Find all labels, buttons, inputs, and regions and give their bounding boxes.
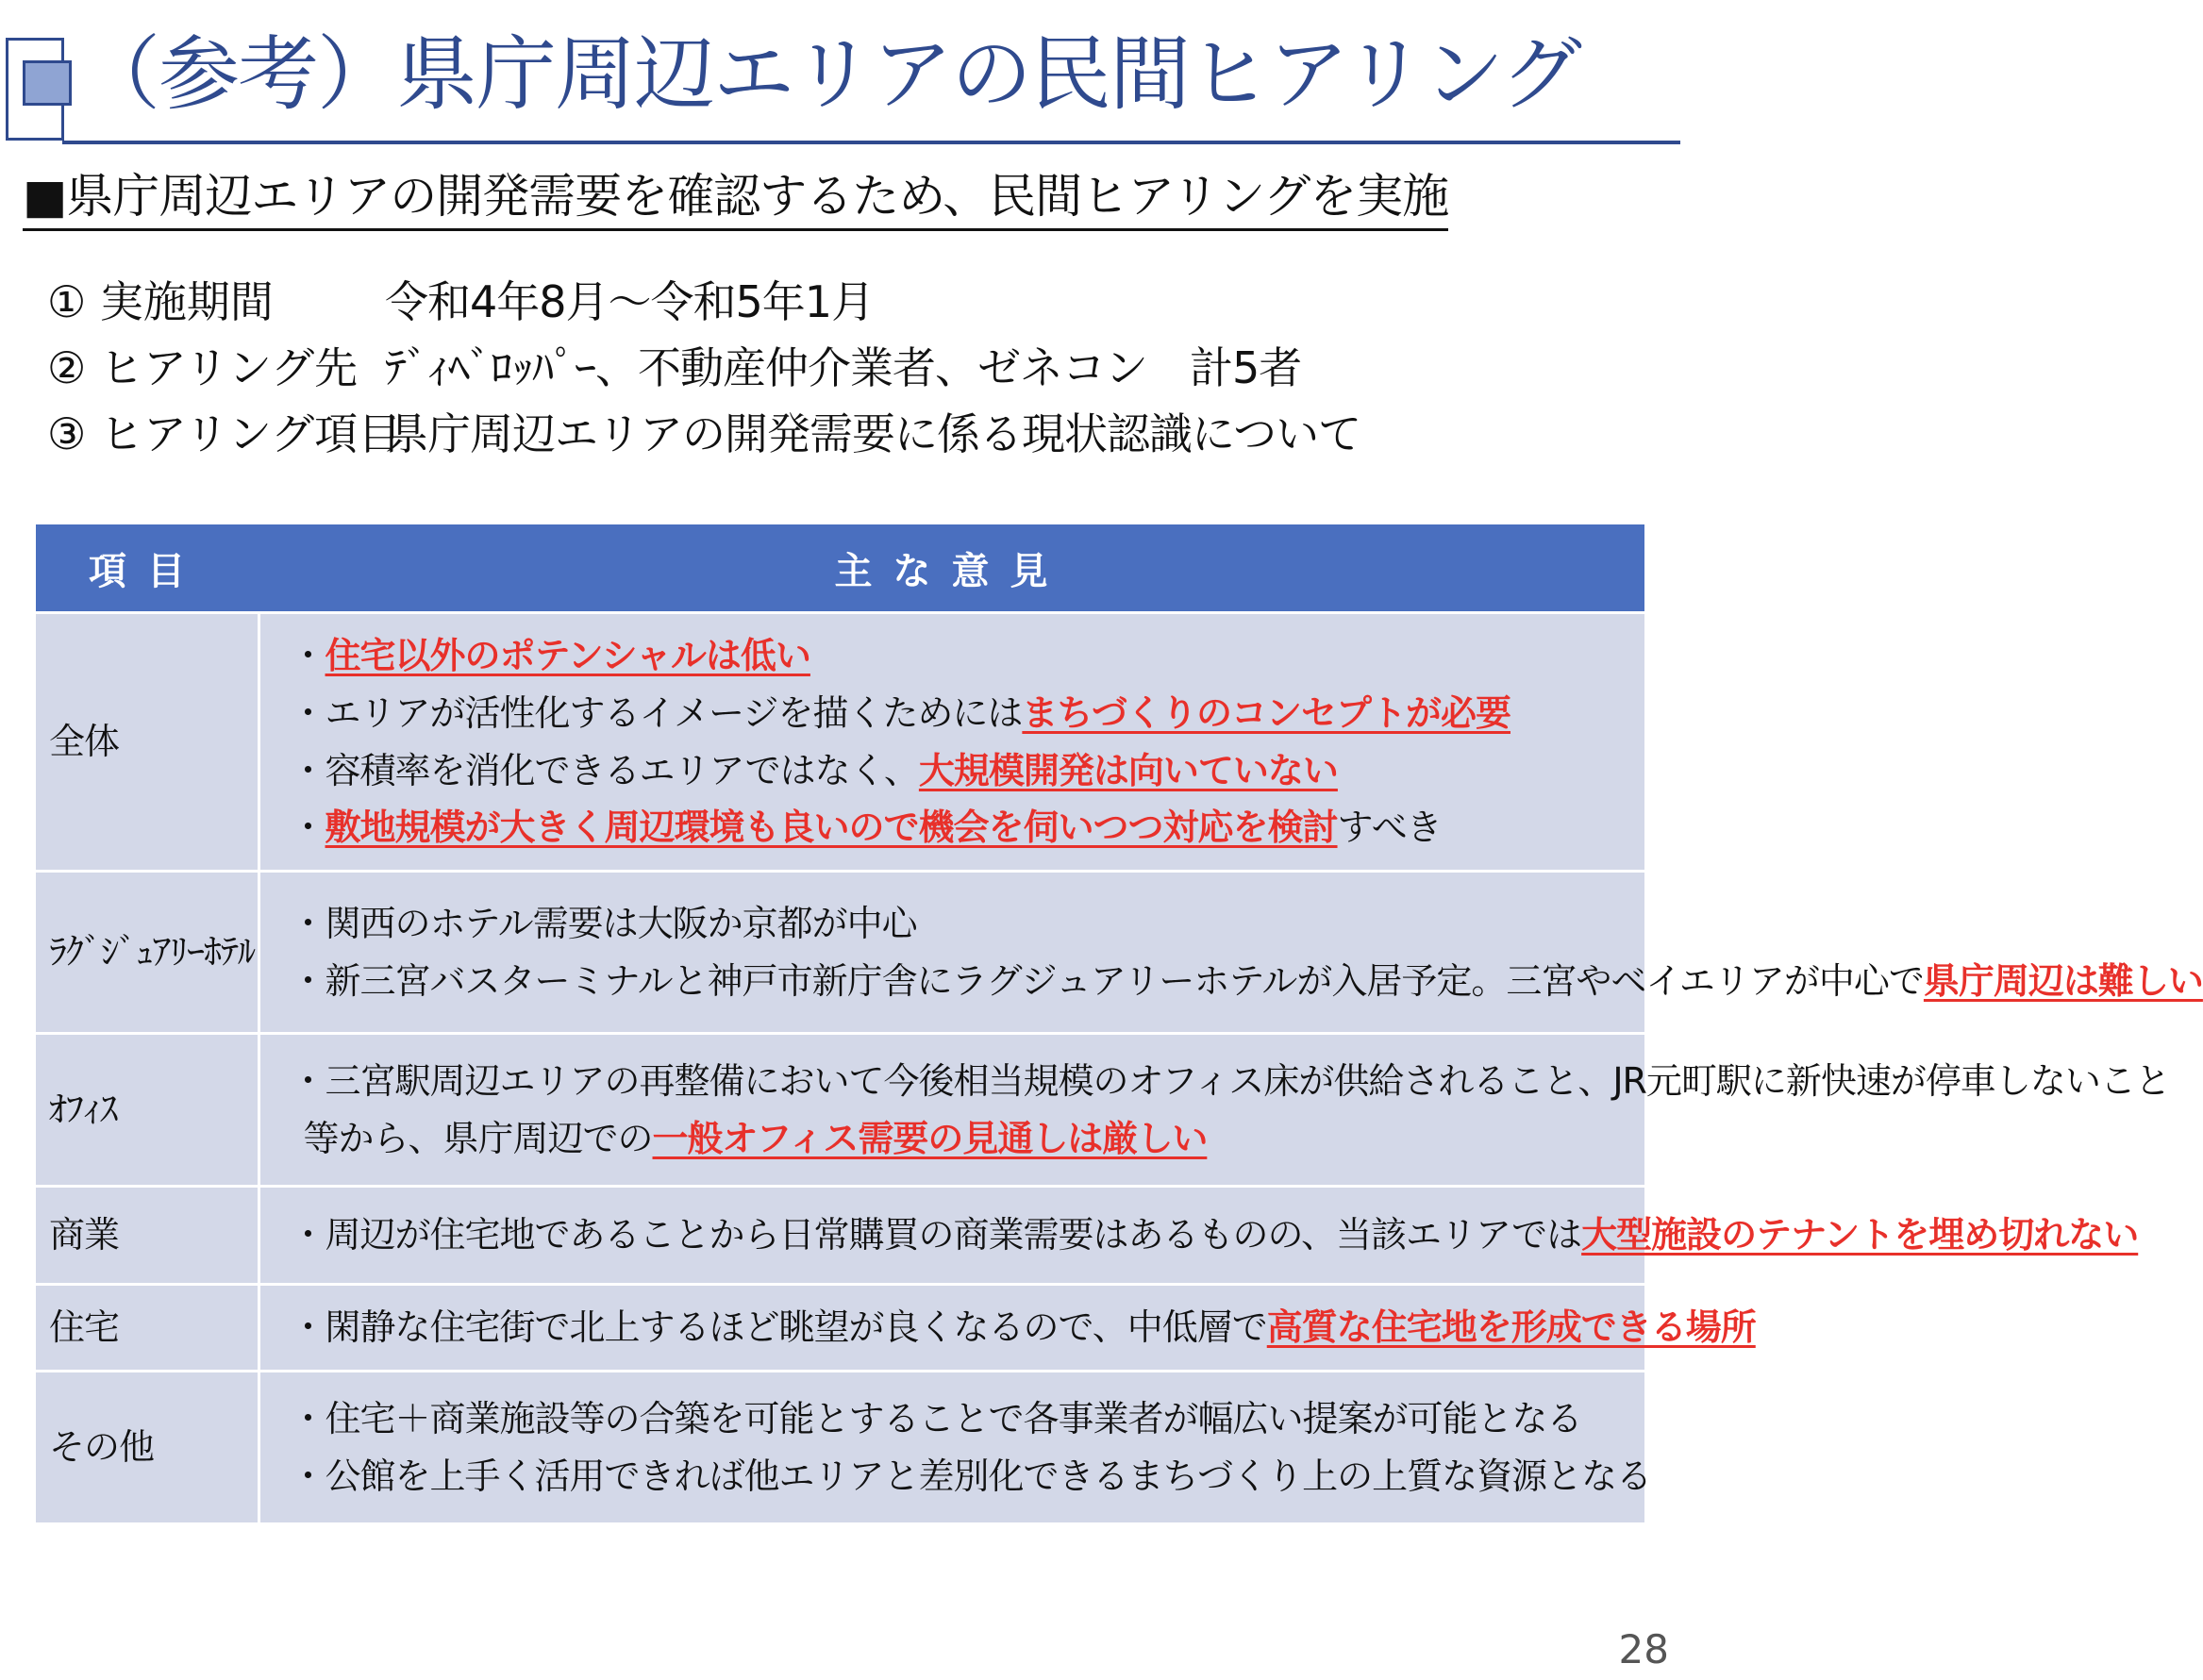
table-body bbox=[36, 613, 2203, 1524]
info-label: ② ヒアリング先 bbox=[47, 342, 359, 393]
opinion-line bbox=[291, 1390, 1632, 1448]
opinion-highlight: 一般オフィス需要の見通しは厳しい bbox=[652, 1117, 1208, 1159]
opinion-text: ・関西のホテル需要は大阪か京都が中心 bbox=[290, 902, 917, 944]
row-item: その他 bbox=[36, 1372, 259, 1524]
page-number: 28 bbox=[1618, 1626, 1669, 1672]
opinion-line bbox=[291, 627, 1632, 685]
row-opinions bbox=[259, 1034, 2170, 1187]
header-item: 項目 bbox=[36, 524, 259, 613]
row-item: 商業 bbox=[36, 1187, 259, 1285]
opinion-text: ・新三宮バスターミナルと神戸市新庁舎にラグジュアリーホテルが入居予定。三宮やベイエリアが中心で bbox=[290, 959, 1924, 1002]
opinion-text: ・容積率を消化できるエリアではなく、 bbox=[290, 749, 919, 791]
table-row bbox=[36, 1285, 1644, 1372]
opinion-text: ・三宮駅周辺エリアの再整備において今後相当規模のオフィス床が供給されること、JR元町駅に新快速が停車しないこと bbox=[290, 1059, 2170, 1102]
info-value: 県庁周辺エリアの開発需要に係る現状認識について bbox=[385, 408, 1361, 459]
info-list bbox=[47, 266, 1360, 464]
row-opinions bbox=[259, 872, 2203, 1034]
opinion-text: ・公館を上手く活用できれば他エリアと差別化できるまちづくり上の上質な資源となる bbox=[290, 1455, 1652, 1497]
opinion-text: ・ bbox=[290, 807, 325, 849]
opinion-text: ・閑静な住宅街で北上するほど眺望が良くなるので、中低層で bbox=[290, 1306, 1267, 1349]
info-label: ① 実施期間 bbox=[47, 276, 274, 327]
info-label: ③ ヒアリング項目 bbox=[47, 408, 402, 459]
opinion-highlight: 大型施設のテナントを埋め切れない bbox=[1581, 1214, 2139, 1256]
opinions-table bbox=[36, 524, 2203, 1525]
header-opinions: 主な意見 bbox=[259, 524, 1644, 613]
table-row bbox=[36, 1187, 1644, 1285]
opinion-line bbox=[290, 1299, 1756, 1356]
opinion-highlight: 高質な住宅地を形成できる場所 bbox=[1266, 1306, 1756, 1349]
row-item: ｵﾌｨｽ bbox=[36, 1034, 259, 1187]
row-opinions bbox=[259, 613, 1644, 872]
summary-heading: ■県庁周辺エリアの開発需要を確認するため、民間ヒアリングを実施 bbox=[23, 168, 1448, 231]
opinion-line bbox=[291, 895, 1632, 953]
info-row-targets bbox=[47, 332, 1360, 398]
table-row bbox=[36, 613, 1644, 872]
row-item: 住宅 bbox=[36, 1285, 259, 1372]
table-row bbox=[36, 1372, 1644, 1524]
table-header-row bbox=[36, 524, 1644, 613]
opinion-text: ・エリアが活性化するイメージを描くためには bbox=[290, 691, 1023, 734]
opinion-highlight: 県庁周辺は難しい bbox=[1923, 959, 2203, 1002]
opinion-line bbox=[291, 685, 1632, 742]
table-row bbox=[36, 1034, 1644, 1187]
row-item: ﾗｸﾞｼﾞｭｱﾘｰﾎﾃﾙ bbox=[36, 872, 259, 1034]
opinion-text: ・周辺が住宅地であることから日常購買の商業需要はあるものの、当該エリアでは bbox=[290, 1214, 1582, 1256]
opinion-text: 等から、県庁周辺での bbox=[303, 1117, 653, 1159]
opinion-text: すべき bbox=[1337, 807, 1442, 849]
opinion-line bbox=[290, 953, 2203, 1010]
opinion-highlight: まちづくりのコンセプトが必要 bbox=[1022, 691, 1510, 734]
opinion-text: ・住宅＋商業施設等の合築を可能とすることで各事業者が幅広い提案が可能となる bbox=[290, 1397, 1582, 1439]
opinion-highlight: 住宅以外のポテンシャルは低い bbox=[325, 634, 810, 676]
opinion-line bbox=[290, 1053, 2170, 1110]
opinion-highlight: 大規模開発は向いていない bbox=[918, 749, 1338, 791]
title-divider bbox=[62, 141, 1680, 144]
opinion-line bbox=[290, 1206, 2139, 1264]
row-opinions bbox=[259, 1187, 2139, 1285]
info-value: 令和4年8月～令和5年1月 bbox=[385, 276, 875, 327]
row-item: 全体 bbox=[36, 613, 259, 872]
row-opinions bbox=[259, 1285, 1756, 1372]
opinion-line bbox=[291, 742, 1632, 800]
row-opinions bbox=[259, 1372, 1652, 1524]
title-decoration-square bbox=[23, 60, 72, 106]
opinion-line bbox=[291, 1110, 1632, 1168]
table-row bbox=[36, 872, 1644, 1034]
opinion-line bbox=[291, 799, 1632, 857]
info-value: ﾃﾞｨﾍﾞﾛｯﾊﾟｰ、不動産仲介業者、ゼネコン 計5者 bbox=[385, 342, 1302, 393]
info-row-topics bbox=[47, 398, 1360, 464]
opinion-text: ・ bbox=[290, 634, 325, 676]
opinion-highlight: 敷地規模が大きく周辺環境も良いので機会を伺いつつ対応を検討 bbox=[325, 807, 1338, 849]
opinion-line bbox=[290, 1448, 1652, 1505]
page-title: （参考）県庁周辺エリアの民間ヒアリング bbox=[79, 27, 1580, 122]
info-row-period bbox=[47, 266, 1360, 332]
